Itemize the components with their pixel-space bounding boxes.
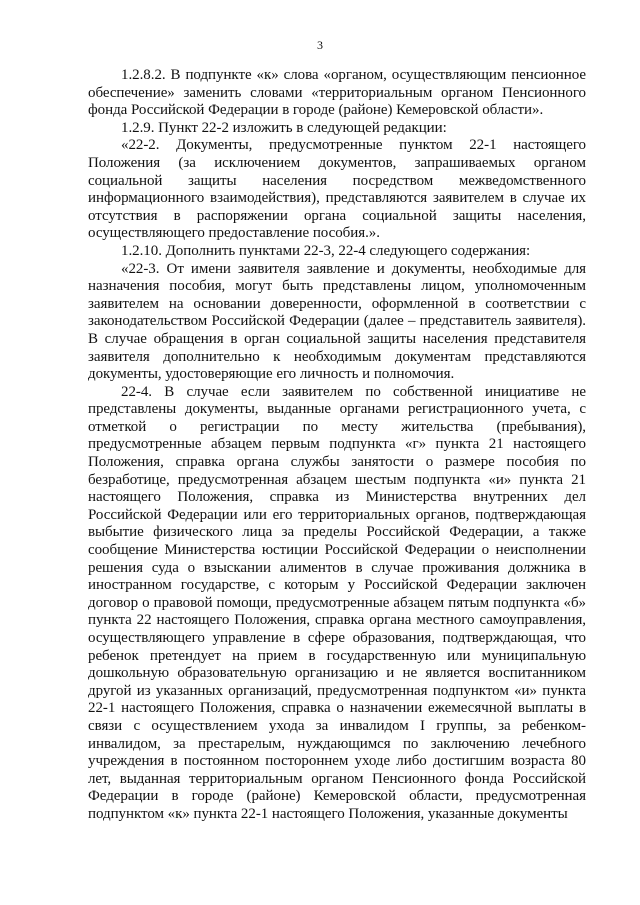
document-body: [88, 67, 586, 824]
paragraph-1-2-9: 1.2.9. Пункт 22-2 изложить в следующей редакции:: [121, 119, 447, 136]
paragraph-22-4: 22-4. В случае если заявителем по собственной инициативе не представлены документы, выданные органами регистрационного учета, с отметкой о регистрации по месту жительства (пребывания), предусмотренные абзацем первым подпункта «г» пункта 21 настоящего Положения, справка органа службы занятости о размере пособия по безработице, предусмотренная абзацем шестым подпункта «и» пункта 21 настоящего Положения, справка из Министерства внутренних дел Российской Федерации или его территориальных органов, подтверждающая выбытие физического лица за пределы Российской Федерации, а также сообщение Министерства юстиции Российской Федерации о неисполнении решения суда о взыскании алиментов в случае проживания должника в иностранном государстве, с которым у Российской Федерации заключен договор о правовой помощи, предусмотренные абзацем пятым подпункта «б» пункта 22 настоящего Положения, справка органа местного самоуправления, осуществляющего управление в сфере образования, подтверждающая, что ребенок претендует на прием в государственную или муниципальную дошкольную образовательную организацию и не является воспитанником другой из указанных организаций, предусмотренная подпунктом «и» пункта 22-1 настоящего Положения, справка о назначении ежемесячной выплаты в связи с осуществлением ухода за инвалидом I группы, за ребенком-инвалидом, за престарелым, нуждающимся по заключению лечебного учреждения в постоянном постороннем уходе либо достигшим возраста 80 лет, выданная территориальным органом Пенсионного фонда Российской Федерации в городе (районе) Кемеровской области, предусмотренная подпунктом «к» пункта 22-1 настоящего Положения, указанные документы: [88, 383, 586, 822]
paragraph-1-2-8-2: 1.2.8.2. В подпункте «к» слова «органом, осуществляющим пенсионное обеспечение» заменить словами «территориальным органом Пенсионного фонда Российской Федерации в городе (районе) Кемеровской области».: [88, 67, 586, 119]
paragraph-22-3: «22-3. От имени заявителя заявление и документы, необходимые для назначения пособия, могут быть представлены лицом, уполномоченным заявителем на основании доверенности, оформленной в соответствии с законодательством Российской Федерации (далее – представитель заявителя). В случае обращения в орган социальной защиты населения представителя заявителя дополнительно к необходимым документам представляются документы, удостоверяющие его личность и полномочия.: [88, 260, 586, 383]
page-number: 3: [317, 38, 323, 52]
paragraph-22-2: «22-2. Документы, предусмотренные пунктом 22-1 настоящего Положения (за исключением документов, запрашиваемых органом социальной защиты населения посредством межведомственного информационного взаимодействия), представляются заявителем в случае их отсутствия в распоряжении органа социальной защиты населения, осуществляющего предоставление пособия.».: [88, 137, 586, 242]
paragraph-1-2-10: 1.2.10. Дополнить пунктами 22-3, 22-4 следующего содержания:: [121, 242, 531, 259]
